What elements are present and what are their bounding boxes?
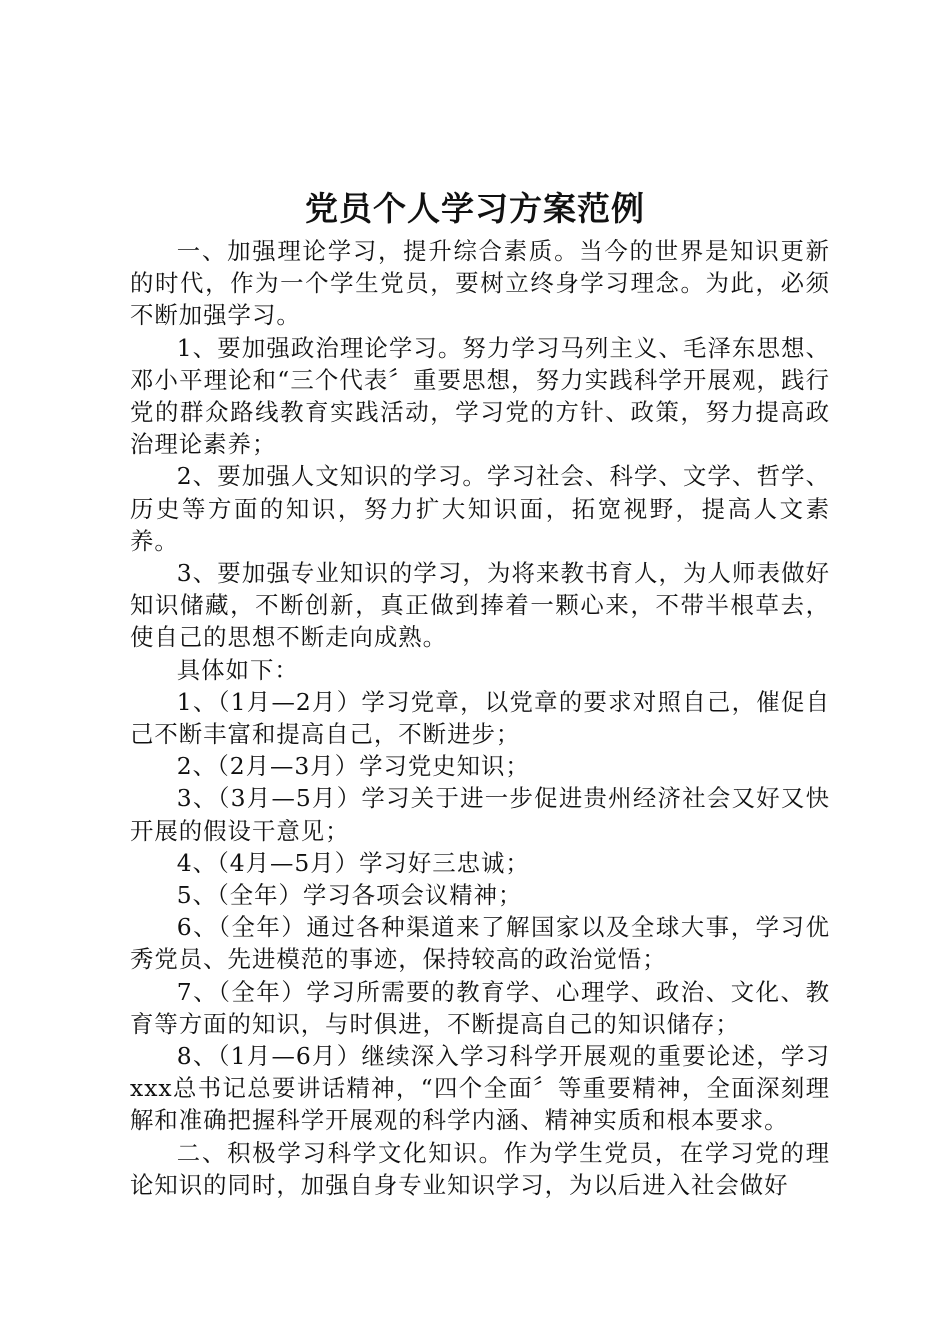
document-title: 党员个人学习方案范例 — [305, 189, 645, 228]
paragraph-plan-1: 1、（1月—2月）学习党章，以党章的要求对照自己，催促自己不断丰富和提高自己，不断进步； — [130, 687, 830, 749]
paragraph-plan-7: 7、（全年）学习所需要的教育学、心理学、政治、文化、教育等方面的知识，与时俱进，不断提高自己的知识储存； — [130, 977, 830, 1038]
paragraph-plan-6: 6、（全年）通过各种渠道来了解国家以及全球大事，学习优秀党员、先进模范的事迹，保持较高的政治觉悟； — [130, 913, 830, 974]
paragraph-section-1-intro: 一、加强理论学习，提升综合素质。当今的世界是知识更新的时代，作为一个学生党员，要树立终身学习理念。为此，必须不断加强学习。 — [130, 237, 830, 330]
paragraph-plan-5: 5、（全年）学习各项会议精神； — [176, 881, 523, 910]
paragraph-plan-4: 4、（4月—5月）学习好三忠诚； — [176, 848, 530, 877]
paragraph-item-3-professional: 3、要加强专业知识的学习，为将来教书育人，为人师表做好知识储藏，不断创新，真正做到捧着一颗心来，不带半根草去，使自己的思想不断走向成熟。 — [130, 559, 830, 652]
document-body — [130, 235, 830, 1201]
paragraph-item-1-political-theory: 1、要加强政治理论学习。努力学习马列主义、毛泽东思想、邓小平理论和“三个代表〞重要思想，努力实践科学开展观，践行党的群众路线教育实践活动，学习党的方针、政策，努力提高政治理论素养； — [130, 333, 830, 459]
paragraph-plan-8: 8、（1月—6月）继续深入学习科学开展观的重要论述，学习xxx总书记总要讲话精神，“四个全面〞等重要精神，全面深刻理解和准确把握科学开展观的科学内涵、精神实质和根本要求。 — [130, 1042, 830, 1135]
paragraph-details-heading: 具体如下： — [176, 655, 299, 684]
paragraph-plan-2: 2、（2月—3月）学习党史知识； — [176, 752, 530, 781]
paragraph-section-2-intro: 二、积极学习科学文化知识。作为学生党员，在学习党的理论知识的同时，加强自身专业知识学习，为以后进入社会做好 — [130, 1138, 830, 1199]
paragraph-plan-3: 3、（3月—5月）学习关于进一步促进贵州经济社会又好又快开展的假设干意见； — [130, 784, 830, 845]
paragraph-item-2-humanities: 2、要加强人文知识的学习。学习社会、科学、文学、哲学、历史等方面的知识，努力扩大知识面，拓宽视野，提高人文素养。 — [130, 462, 830, 555]
